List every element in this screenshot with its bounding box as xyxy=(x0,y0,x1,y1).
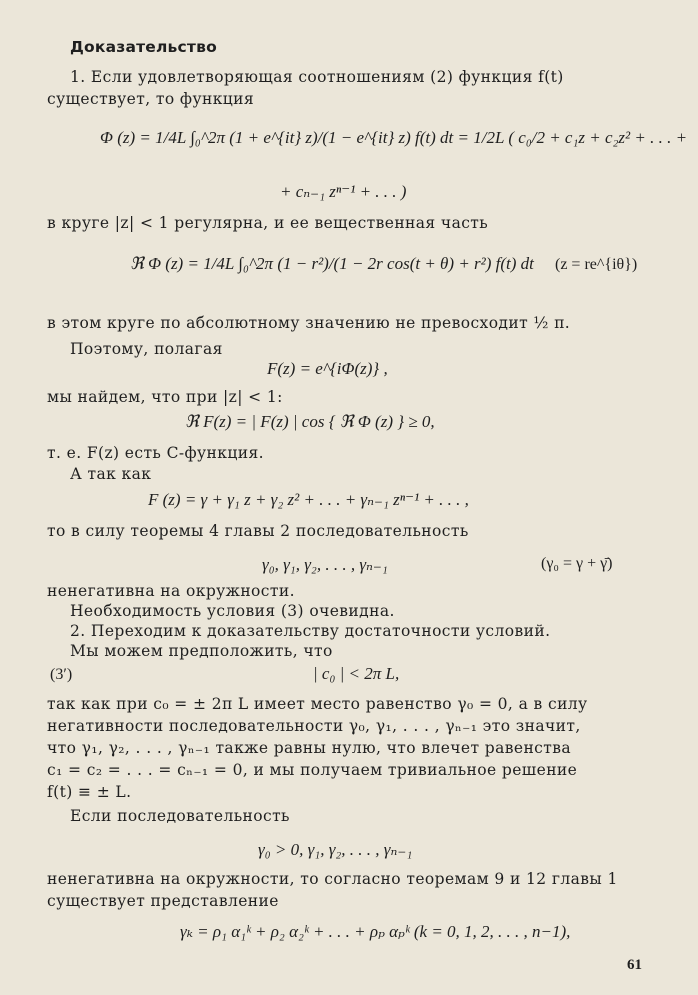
text-line: 1. Если удовлетворяющая соотношениям (2) функция f(t) xyxy=(70,68,564,86)
text-line: Поэтому, полагая xyxy=(70,340,223,358)
formula-label-gamma0: (γ₀ = γ + γ̄) xyxy=(541,555,613,572)
formula-condition-3prime: | c₀ | < 2π L, xyxy=(313,664,400,683)
text-line: в этом круге по абсолютному значению не превосходит ½ π. xyxy=(47,314,571,332)
condition-label: (3′) xyxy=(50,666,73,683)
text-line: существует представление xyxy=(47,892,279,910)
formula-phi-definition: Φ (z) = 1/4L ∫₀^2π (1 + e^{it} z)/(1 − e^{it} z) f(t) dt = 1/2L ( c₀/2 + c₁z + c₂z² + . . . + xyxy=(100,128,688,147)
text-line: Необходимость условия (3) очевидна. xyxy=(70,602,395,620)
text-line: Мы можем предположить, что xyxy=(70,642,333,660)
text-line: так как при c₀ = ± 2π L имеет место равенство γ₀ = 0, а в силу xyxy=(47,695,588,713)
formula-F-definition: F(z) = e^{iΦ(z)} , xyxy=(267,359,388,378)
text-line: f(t) ≡ ± L. xyxy=(47,783,132,801)
text-line: ненегативна на окружности. xyxy=(47,582,295,600)
formula-phi-continuation: + cₙ₋₁ zⁿ⁻¹ + . . . ) xyxy=(280,182,407,201)
text-line: то в силу теоремы 4 главы 2 последовательность xyxy=(47,522,469,540)
text-line: ненегативна на окружности, то согласно теоремам 9 и 12 главы 1 xyxy=(47,870,618,888)
text-line: А так как xyxy=(70,465,152,483)
text-line: 2. Переходим к доказательству достаточности условий. xyxy=(70,622,551,640)
text-line: негативности последовательности γ₀, γ₁, . . . , γₙ₋₁ это значит, xyxy=(47,717,581,735)
text-line: существует, то функция xyxy=(47,90,255,108)
text-line: т. е. F(z) есть C-функция. xyxy=(47,444,264,462)
formula-gamma-representation: γₖ = ρ₁ α₁ᵏ + ρ₂ α₂ᵏ + . . . + ρₚ αₚᵏ (k = 0, 1, 2, . . . , n−1), xyxy=(180,922,571,941)
text-line: в круге |z| < 1 регулярна, и ее вещественная часть xyxy=(47,214,489,232)
formula-label-z: (z = re^{iθ}) xyxy=(555,256,638,273)
proof-heading: Доказательство xyxy=(70,38,217,56)
text-line: c₁ = c₂ = . . . = cₙ₋₁ = 0, и мы получаем тривиальное решение xyxy=(47,761,578,779)
formula-gamma-sequence-positive: γ₀ > 0, γ₁, γ₂, . . . , γₙ₋₁ xyxy=(258,840,413,859)
page-number: 61 xyxy=(627,957,642,973)
formula-gamma-sequence: γ₀, γ₁, γ₂, . . . , γₙ₋₁ xyxy=(262,555,388,574)
formula-F-series: F (z) = γ + γ₁ z + γ₂ z² + . . . + γₙ₋₁ zⁿ⁻¹ + . . . , xyxy=(148,490,469,509)
text-line: что γ₁, γ₂, . . . , γₙ₋₁ также равны нулю, что влечет равенства xyxy=(47,739,572,757)
formula-real-part-phi: ℜ Φ (z) = 1/4L ∫₀^2π (1 − r²)/(1 − 2r cos(t + θ) + r²) f(t) dt xyxy=(130,254,534,273)
text-line: Если последовательность xyxy=(70,807,290,825)
text-line: мы найдем, что при |z| < 1: xyxy=(47,388,283,406)
formula-real-part-F: ℜ F(z) = | F(z) | cos { ℜ Φ (z) } ≥ 0, xyxy=(185,412,435,431)
